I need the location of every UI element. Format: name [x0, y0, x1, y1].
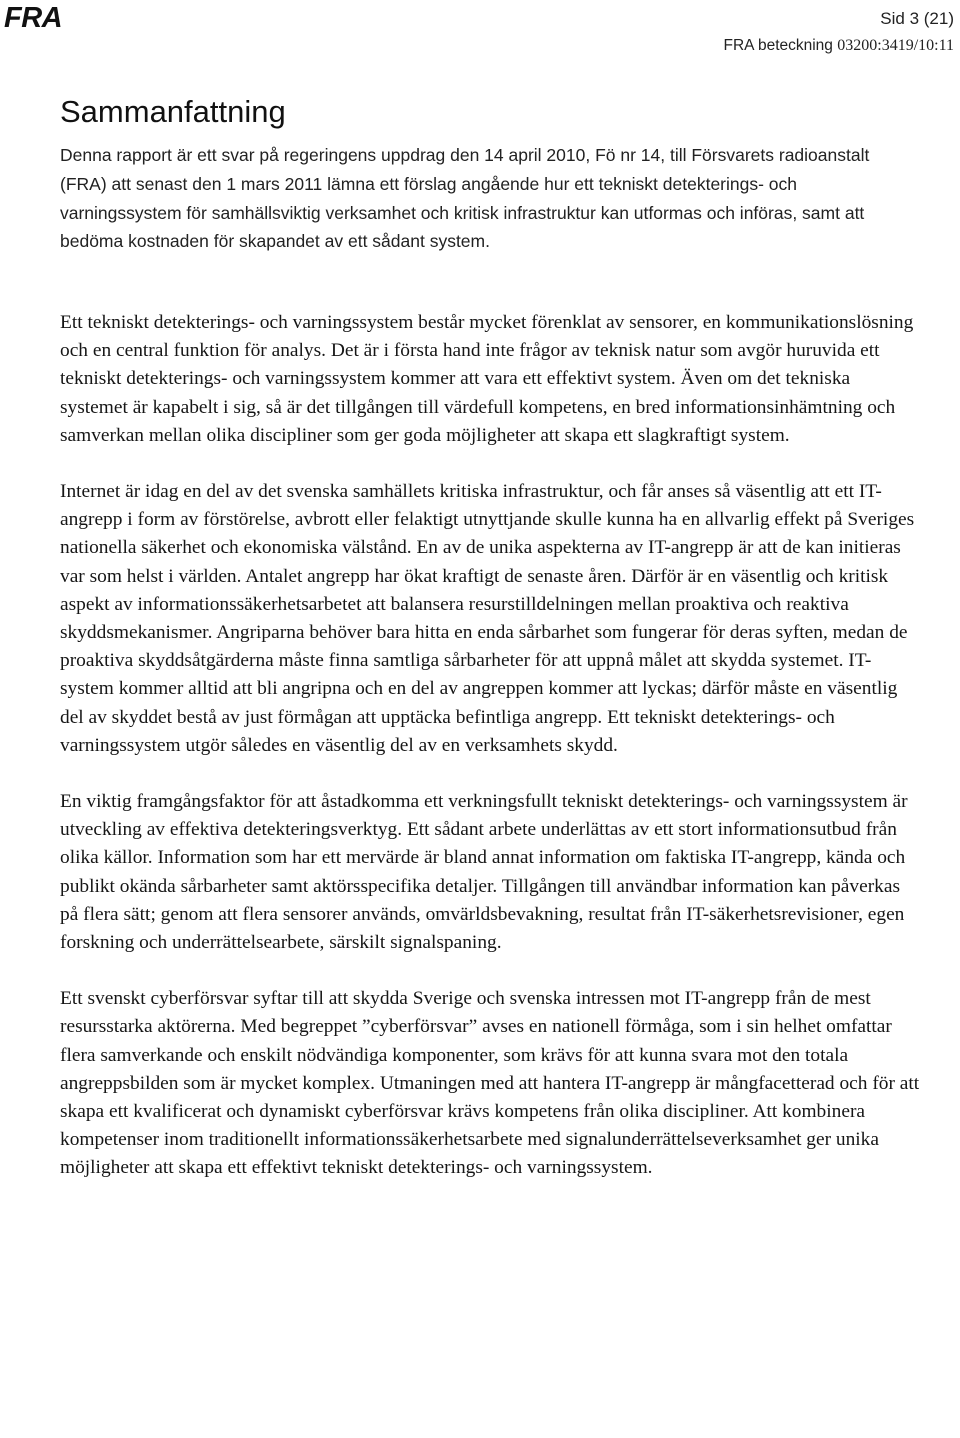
- reference-label: FRA beteckning: [723, 37, 833, 54]
- paragraph: Ett svenskt cyberförsvar syftar till att skydda Sverige och svenska intressen mot IT-angrepp från de mest resursstarka aktörerna. Med begreppet ”cyberförsvar” avses en nationell förmåga, som i sin helhet omfattar flera samverkande och enskilt nödvändiga komponenter, som krävs för att kunna svara mot den totala angreppsbilden som är mycket komplex. Utmaningen med att hantera IT-angrepp är mångfacetterad och för att skapa ett kvalificerat och dynamiskt cyberförsvar krävs kompetens från olika discipliner. Att kombinera kompetenser inom traditionellt informationssäkerhetsarbete med signalunderrättelseverksamhet ger unika möjligheter att skapa ett effektivt tekniskt detekterings- och varningssystem.: [60, 988, 920, 1179]
- fra-logo: FRA: [4, 2, 63, 34]
- page-header-info: [724, 8, 955, 56]
- paragraph-intro: Denna rapport är ett svar på regeringens uppdrag den 14 april 2010, Fö nr 14, till Försvarets radioanstalt (FRA) att senast den 1 mars 2011 lämna ett förslag angående hur ett tekniskt detekterings- och varningssystem för samhällsviktig verksamhet och kritisk infrastruktur kan utformas och införas, samt att bedöma kostnaden för skapandet av ett sådant system.: [60, 145, 870, 252]
- paragraph: En viktig framgångsfaktor för att åstadkomma ett verkningsfullt tekniskt detekterings- och varningssystem är utveckling av effektiva detekteringsverktyg. Ett sådant arbete underlättas av ett stort informationsutbud från olika källor. Information som har ett mervärde är bland annat information om faktiska IT-angrepp, kända och publikt okända sårbarheter samt aktörsspecifika detaljer. Tillgången till användbar information kan påverkas på flera sätt; genom att flera sensorer används, omvärldsbevakning, resultat från IT-säkerhetsrevisioner, egen forskning och underrättelsearbete, särskilt signalspaning.: [60, 791, 908, 954]
- body-text: [60, 309, 920, 1211]
- reference-line: [724, 36, 955, 56]
- paragraph: Ett tekniskt detekterings- och varningssystem består mycket förenklat av sensorer, en kommunikationslösning och en central funktion för analys. Det är i första hand inte frågor av teknisk natur som avgör huruvida ett tekniskt detekterings- och varningssystem kommer att vara ett effektivt system. Även om det tekniska systemet är kapabelt i sig, så är det tillgången till värdefull kompetens, en bred informationsinhämtning och samverkan mellan olika discipliner som ger goda möjligheter att skapa ett slagkraftigt system.: [60, 312, 914, 446]
- paragraph: Internet är idag en del av det svenska samhällets kritiska infrastruktur, och får anses så väsentlig att ett IT-angrepp i form av förstörelse, avbrott eller felaktigt utnyttjande skulle kunna ha en allvarlig effekt på Sveriges nationella säkerhet och ekonomiska välstånd. En av de unika aspekterna av IT-angrepp är att de kan initieras var som helst i världen. Antalet angrepp har ökat kraftigt de senaste åren. Därför är en väsentlig och kritisk aspekt av informationssäkerhetsarbetet att balansera resurstilldelningen mellan proaktiva och reaktiva skyddsmekanismer. Angriparna behöver bara hitta en enda sårbarhet som fungerar för deras syften, medan de proaktiva skyddsåtgärderna måste finna samtliga sårbarheter för att uppnå målet att skydda systemet. IT-system kommer alltid att bli angripna och en del av angreppen kommer att lyckas; därför måste en väsentlig del av skyddet bestå av just förmågan att upptäcka befintliga angrepp. Ett tekniskt detekterings- och varningssystem utgör således en väsentlig del av en verksamhets skydd.: [60, 481, 915, 756]
- page-number: Sid 3 (21): [880, 9, 954, 28]
- page-title: Sammanfattning: [60, 94, 286, 129]
- reference-code: 03200:3419/10:11: [837, 37, 954, 54]
